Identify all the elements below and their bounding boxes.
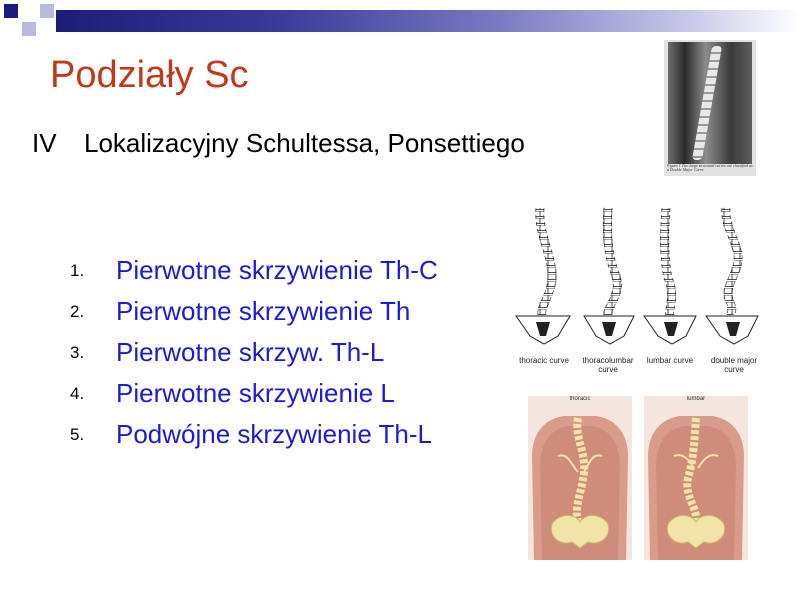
curve-label-thoracolumbar: thoracolumbar curve [582, 356, 634, 374]
back-illustration-thoracic [528, 396, 632, 560]
list-item-number: 1. [70, 260, 85, 280]
spine-lumbar [644, 208, 696, 344]
back-label-lumbar: lumbar [686, 396, 706, 402]
slide-subtitle [32, 128, 525, 159]
curve-label-thoracic: thoracic curve [519, 356, 569, 365]
deco-square [22, 22, 36, 36]
list-item [70, 332, 438, 373]
slide-title: Podziały Sc [50, 54, 249, 96]
deco-square [4, 4, 18, 18]
spine-curve-diagrams [508, 204, 782, 382]
list-item [70, 250, 438, 291]
spine-thoracic [516, 208, 570, 344]
back-illustrations [528, 396, 752, 560]
deco-square [4, 22, 18, 36]
list-item [70, 373, 438, 414]
subtitle-number: IV [32, 128, 57, 158]
spine-thoracolumbar [584, 208, 634, 344]
list-item-text: Pierwotne skrzyw. Th-L [116, 337, 385, 367]
list-item-number: 2. [70, 301, 85, 321]
xray-caption: Figure 1 Two large structural curves are classified as a Double Major Curve. [667, 163, 753, 172]
back-thoracic-svg [528, 396, 632, 560]
subtitle-text: Lokalizacyjny Schultessa, Ponsettiego [84, 128, 525, 158]
list-item-number: 4. [70, 383, 85, 403]
spine-double-major [706, 208, 758, 344]
list-item-text: Pierwotne skrzywienie Th-C [116, 255, 438, 285]
list-item-number: 3. [70, 342, 85, 362]
list-item-number: 5. [70, 424, 85, 444]
curve-label-double-major: double major curve [710, 356, 758, 374]
list-item-text: Pierwotne skrzywienie L [116, 378, 395, 408]
back-label-thoracic: thoracic [569, 396, 591, 402]
gradient-bar [56, 10, 800, 32]
curve-type-list [70, 250, 438, 455]
list-item [70, 414, 438, 455]
deco-square [22, 4, 36, 18]
list-item-text: Pierwotne skrzywienie Th [116, 296, 411, 326]
top-decoration [0, 0, 800, 40]
curve-label-lumbar: lumbar curve [646, 356, 694, 365]
back-lumbar-svg [644, 396, 748, 560]
list-item-text: Podwójne skrzywienie Th-L [116, 419, 432, 449]
list-item [70, 291, 438, 332]
back-illustration-lumbar [644, 396, 748, 560]
xray-image [664, 40, 756, 176]
deco-square [40, 4, 54, 18]
